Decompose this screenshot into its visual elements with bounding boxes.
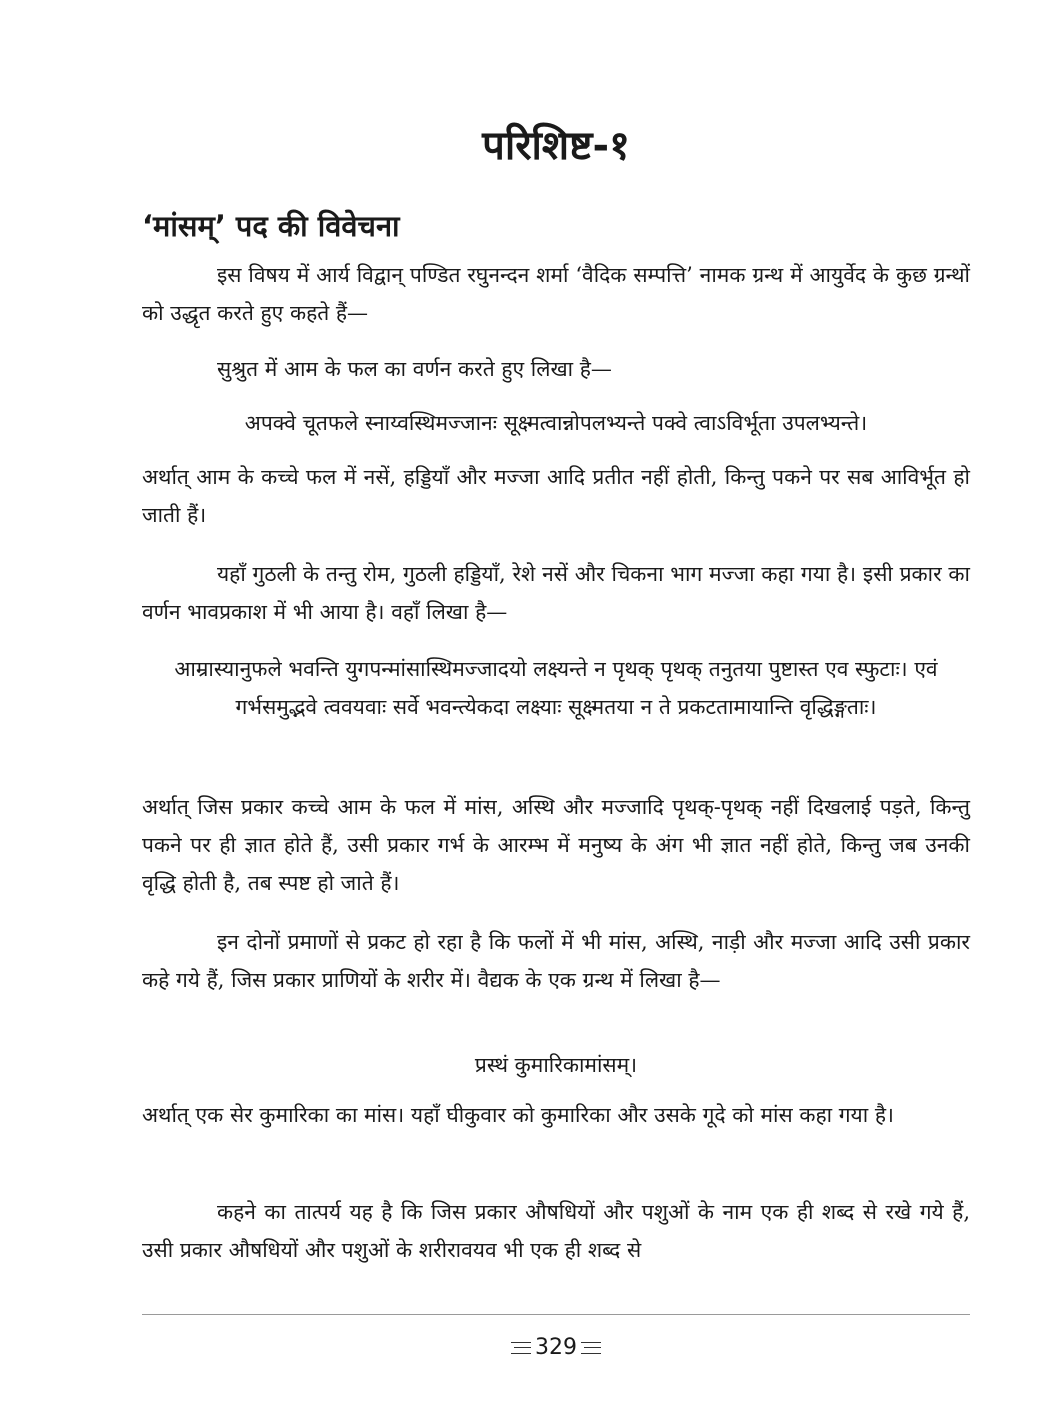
- paragraph-6: इन दोनों प्रमाणों से प्रकट हो रहा है कि फलों में भी मांस, अस्थि, नाड़ी और मज्जा आदि उसी प्रकार कहे गये हैं, जिस प्रकार प्राणियों के शरीर में। वैद्यक के एक ग्रन्थ में लिखा है—: [142, 930, 970, 992]
- ornament-left-icon: [511, 1342, 531, 1354]
- section-heading: ‘मांसम्’ पद की विवेचना: [142, 209, 400, 243]
- paragraph-7: अर्थात् एक सेर कुमारिका का मांस। यहाँ घीकुवार को कुमारिका और उसके गूदे को मांस कहा गया है।: [142, 1103, 894, 1127]
- page-footer: [142, 1330, 970, 1366]
- paragraph-5: अर्थात् जिस प्रकार कच्चे आम के फल में मांस, अस्थि और मज्जादि पृथक्-पृथक् नहीं दिखलाई पड़ते, किन्तु पकने पर ही ज्ञात होते हैं, उसी प्रकार गर्भ के आरम्भ में मनुष्य के अंग भी ज्ञात नहीं होते, किन्तु जब उनकी वृद्धि होती है, तब स्पष्ट हो जाते हैं।: [142, 795, 970, 895]
- verse-2: आम्रास्यानुफले भवन्ति युगपन्मांसास्थिमज्जादयो लक्ष्यन्ते न पृथक् पृथक् तनुतया पुष्टास्त एव स्फुटाः। एवं गर्भसमुद्भवे त्ववयवाः सर्वे भवन्त्येकदा लक्ष्याः सूक्ष्मतया न ते प्रकटतामायान्ति वृद्धिङ्गताः।: [174, 657, 938, 719]
- paragraph-1: इस विषय में आर्य विद्वान् पण्डित रघुनन्दन शर्मा ‘वैदिक सम्पत्ति’ नामक ग्रन्थ में आयुर्वेद के कुछ ग्रन्थों को उद्धृत करते हुए कहते हैं—: [142, 263, 970, 325]
- verse-3: प्रस्थं कुमारिकामांसम्।: [474, 1053, 638, 1077]
- paragraph-2: सुश्रुत में आम के फल का वर्णन करते हुए लिखा है—: [217, 357, 612, 381]
- page-number: 329: [535, 1335, 577, 1360]
- paragraph-4: यहाँ गुठली के तन्तु रोम, गुठली हड्डियाँ, रेशे नसें और चिकना भाग मज्जा कहा गया है। इसी प्रकार का वर्णन भावप्रकाश में भी आया है। वहाँ लिखा है—: [142, 562, 970, 624]
- ornament-right-icon: [581, 1342, 601, 1354]
- verse-1: अपक्वे चूतफले स्नाय्वस्थिमज्जानः सूक्ष्मत्वान्नोपलभ्यन्ते पक्वे त्वाऽविर्भूता उपलभ्यन्ते।: [244, 411, 868, 435]
- page-title: परिशिष्ट-१: [482, 123, 630, 169]
- paragraph-3: अर्थात् आम के कच्चे फल में नसें, हड्डियाँ और मज्जा आदि प्रतीत नहीं होती, किन्तु पकने पर सब आविर्भूत हो जाती हैं।: [142, 465, 970, 527]
- footer-divider: [142, 1314, 970, 1315]
- paragraph-8: कहने का तात्पर्य यह है कि जिस प्रकार औषधियों और पशुओं के नाम एक ही शब्द से रखे गये हैं, उसी प्रकार औषधियों और पशुओं के शरीरावयव भी एक ही शब्द से: [142, 1200, 970, 1262]
